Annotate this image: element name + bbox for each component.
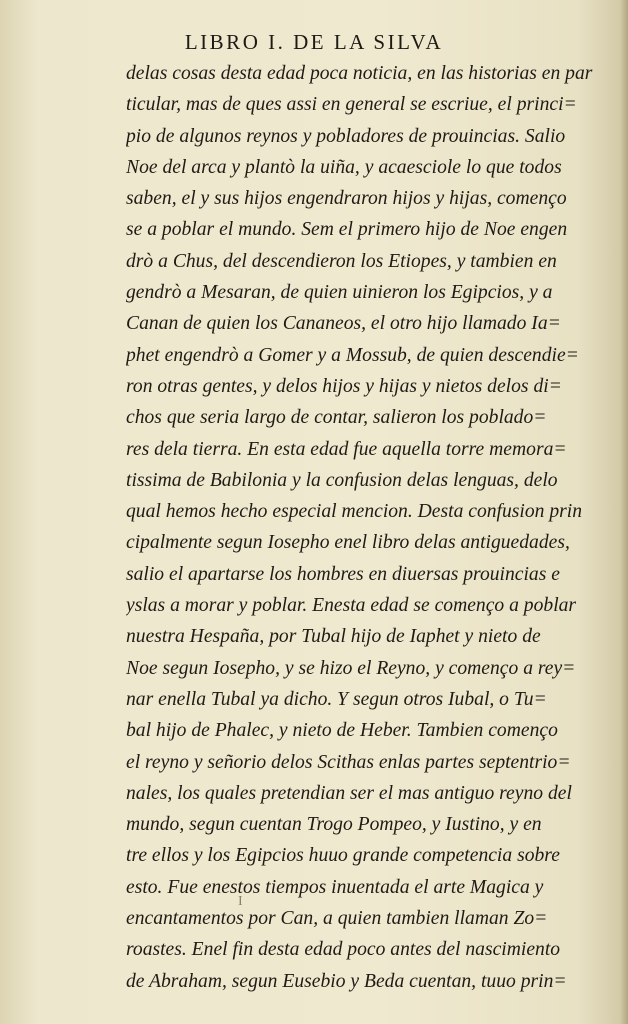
text-line: drò a Chus, del descendieron los Etiopes, y tambien en (126, 250, 557, 272)
text-line: bal hijo de Phalec, y nieto de Heber. Tambien començo (126, 720, 558, 742)
text-line: cipalmente segun Iosepho enel libro delas antiguedades, (126, 532, 570, 554)
bleed-through-mark: I (238, 894, 243, 909)
text-line: de Abraham, segun Eusebio y Beda cuentan, tuuo prin= (126, 970, 567, 992)
text-line: nuestra Hespaña, por Tubal hijo de Iaphet y nieto de (126, 626, 541, 648)
text-line: nales, los quales pretendian ser el mas antiguo reyno del (126, 782, 572, 804)
running-title: LIBRO I. DE LA SILVA (184, 30, 444, 54)
text-line: yslas a morar y poblar. Enesta edad se començo a poblar (126, 595, 577, 617)
text-line: pio de algunos reynos y pobladores de prouincias. Salio (126, 125, 566, 147)
text-line: esto. Fue enestos tiempos inuentada el arte Magica y (126, 876, 544, 898)
text-line: chos que seria largo de contar, salieron los poblado= (126, 407, 547, 429)
text-line: salio el apartarse los hombres en diuersas prouincias e (126, 563, 560, 585)
text-line: mundo, segun cuentan Trogo Pompeo, y Iustino, y en (126, 814, 542, 836)
text-line: ron otras gentes, y delos hijos y hijas y nietos delos di= (126, 375, 562, 397)
text-line: qual hemos hecho especial mencion. Desta confusion prin (126, 501, 583, 523)
text-line: encantamentos por Can, a quien tambien llaman Zo= (126, 908, 548, 930)
text-line: nar enella Tubal ya dicho. Y segun otros Iubal, o Tu= (126, 688, 547, 710)
text-line: el reyno y señorio delos Scithas enlas partes septentrio= (126, 751, 571, 773)
text-line: gendrò a Mesaran, de quien uinieron los Egipcios, y a (126, 282, 553, 304)
body-text (126, 58, 606, 997)
text-line: delas cosas desta edad poca noticia, en las historias en par (126, 63, 593, 84)
text-line: Noe del arca y plantò la uiña, y acaesciole lo que todos (126, 156, 562, 178)
text-line: res dela tierra. En esta edad fue aquella torre memora= (126, 438, 567, 460)
text-line: saben, el y sus hijos engendraron hijos y hijas, començo (126, 188, 567, 210)
text-line: tissima de Babilonia y la confusion delas lenguas, delo (126, 469, 558, 491)
text-line: roastes. Enel fin desta edad poco antes del nascimiento (126, 939, 561, 961)
text-line: se a poblar el mundo. Sem el primero hijo de Noe engen (126, 219, 568, 241)
text-line: tre ellos y los Egipcios huuo grande competencia sobre (126, 845, 560, 867)
text-line: phet engendrò a Gomer y a Mossub, de quien descendie= (126, 344, 579, 366)
text-line: Canan de quien los Cananeos, el otro hijo llamado Ia= (126, 313, 561, 335)
text-line: ticular, mas de ques assi en general se escriue, el princi= (126, 94, 577, 116)
page-edge-shadow (620, 0, 628, 1024)
text-line: Noe segun Iosepho, y se hizo el Reyno, y començo a rey= (126, 657, 576, 679)
